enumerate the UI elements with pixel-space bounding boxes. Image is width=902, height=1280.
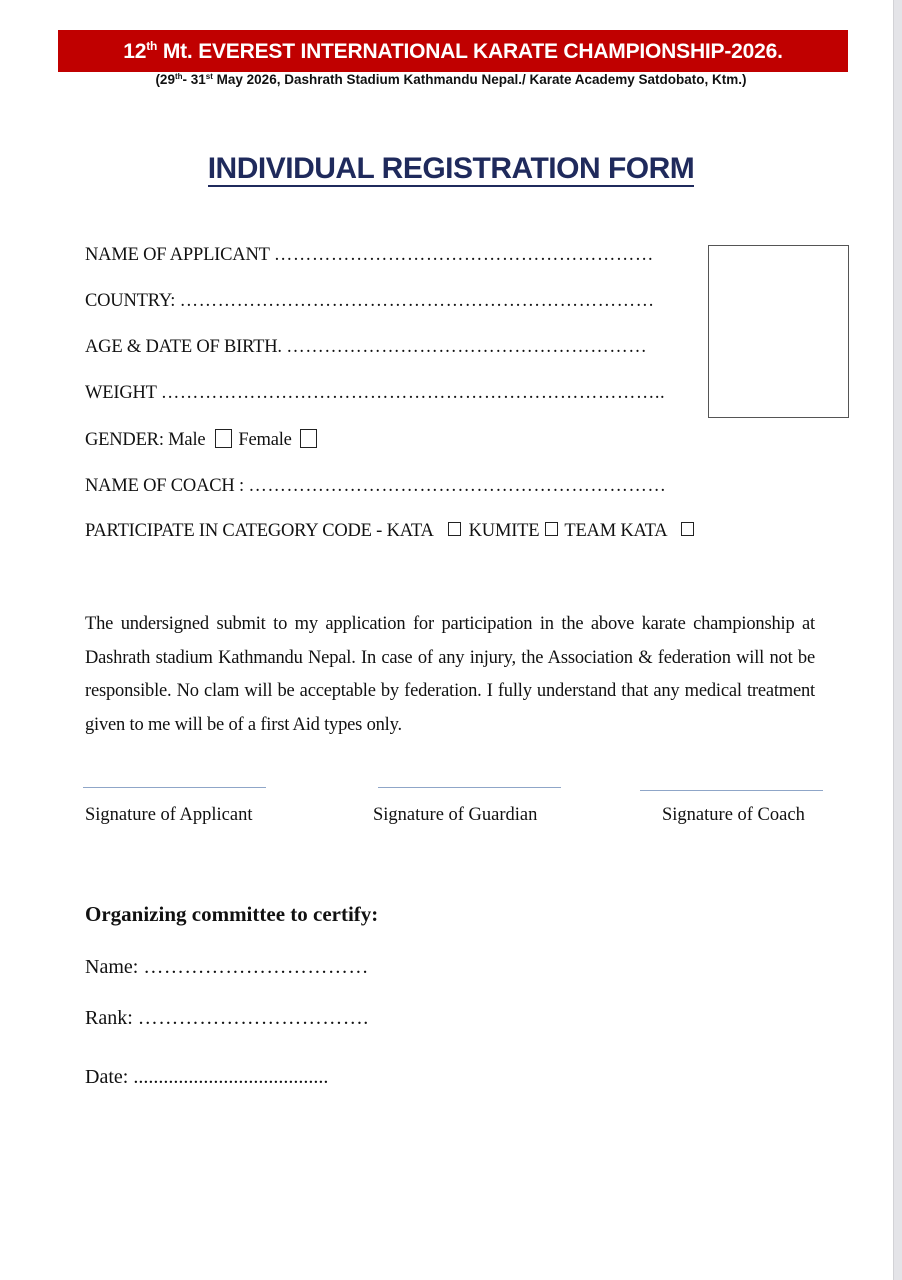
- field-blank[interactable]: …………………………………………………………………: [179, 291, 655, 311]
- field-label: Date:: [85, 1066, 134, 1088]
- field-label: NAME OF COACH :: [85, 476, 249, 496]
- kumite-checkbox[interactable]: [545, 522, 558, 536]
- gender-label: GENDER: Male: [85, 430, 206, 450]
- field-blank[interactable]: ……………………………………………………: [273, 245, 654, 265]
- field-label: Rank:: [85, 1007, 138, 1029]
- page-edge-scrollbar[interactable]: [893, 0, 902, 1280]
- team-kata-checkbox[interactable]: [681, 522, 694, 536]
- banner-number: 12: [123, 40, 147, 63]
- field-label: Name:: [85, 956, 144, 978]
- event-date-sup1: th: [174, 72, 183, 81]
- event-date-end: - 31: [182, 72, 206, 87]
- championship-banner: [58, 30, 848, 72]
- guardian-signature-line[interactable]: [378, 787, 561, 788]
- coach-signature-label: Signature of Coach: [662, 805, 805, 825]
- field-blank[interactable]: .......................................: [133, 1066, 329, 1088]
- field-age-dob[interactable]: [85, 337, 647, 358]
- field-blank[interactable]: ……………………………: [143, 956, 369, 978]
- field-blank[interactable]: …………………………………………………: [286, 337, 648, 357]
- banner-title: Mt. EVEREST INTERNATIONAL KARATE CHAMPIONSHIP-2026.: [157, 40, 783, 63]
- coach-signature-line[interactable]: [640, 790, 823, 791]
- page-title-text: INDIVIDUAL REGISTRATION FORM: [207, 152, 695, 185]
- field-label: WEIGHT: [85, 383, 161, 403]
- guardian-signature-label: Signature of Guardian: [373, 805, 538, 825]
- applicant-signature-line[interactable]: [83, 787, 266, 788]
- field-blank[interactable]: ……………………………………………………………………..: [160, 383, 666, 403]
- female-checkbox[interactable]: [300, 429, 317, 448]
- event-venue: May 2026, Dashrath Stadium Kathmandu Nepal./ Karate Academy Satdobato, Ktm.): [212, 72, 747, 87]
- photo-box[interactable]: [708, 245, 849, 418]
- field-name-of-applicant[interactable]: [85, 245, 654, 266]
- certify-date-field[interactable]: [85, 1066, 328, 1089]
- event-details: [0, 72, 902, 87]
- certify-name-field[interactable]: [85, 956, 369, 979]
- field-blank[interactable]: …………………………….: [137, 1007, 369, 1029]
- page-title: [0, 152, 902, 186]
- kata-checkbox[interactable]: [448, 522, 461, 536]
- category-label: PARTICIPATE IN CATEGORY CODE - KATA: [85, 521, 434, 541]
- male-checkbox[interactable]: [215, 429, 232, 448]
- banner-sup: th: [146, 39, 158, 53]
- field-blank[interactable]: …………………………………………………………: [248, 476, 667, 496]
- field-country[interactable]: [85, 291, 655, 312]
- kumite-label: KUMITE: [468, 521, 540, 541]
- field-weight[interactable]: [85, 383, 665, 404]
- field-label: COUNTRY:: [85, 291, 180, 311]
- team-kata-label: TEAM KATA: [564, 521, 668, 541]
- field-category: [85, 521, 702, 542]
- field-label: AGE & DATE OF BIRTH.: [85, 337, 287, 357]
- event-date-start: (29: [155, 72, 175, 87]
- field-label: NAME OF APPLICANT: [85, 245, 274, 265]
- certify-heading: Organizing committee to certify:: [85, 902, 379, 926]
- certify-rank-field[interactable]: [85, 1007, 369, 1030]
- female-label: Female: [238, 430, 292, 450]
- field-gender: [85, 429, 323, 451]
- applicant-signature-label: Signature of Applicant: [85, 805, 253, 825]
- declaration-text: The undersigned submit to my application for participation in the above karate championship at Dashrath stadium Kathmandu Nepal. In case of any injury, the Association & federation will not be responsible. No clam will be acceptable by federation. I fully understand that any medical treatment given to me will be of a first Aid types only.: [85, 614, 815, 735]
- field-name-of-coach[interactable]: [85, 476, 666, 497]
- event-date-sup2: st: [205, 72, 213, 81]
